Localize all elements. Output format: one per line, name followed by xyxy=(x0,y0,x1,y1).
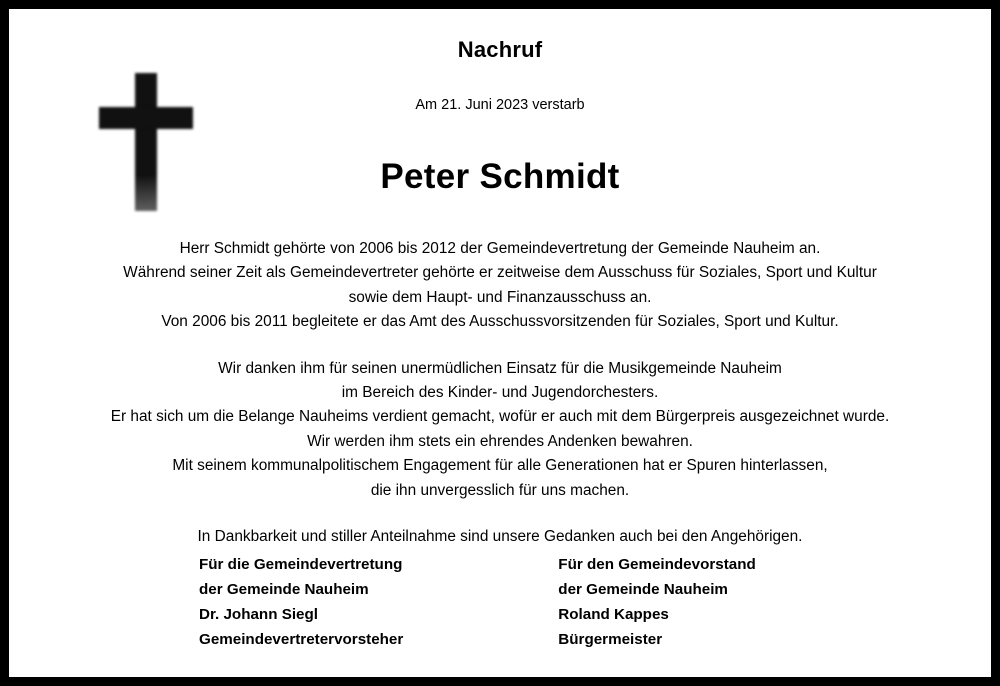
paragraph-line: sowie dem Haupt- und Finanzausschuss an. xyxy=(348,288,652,306)
signature-line: Dr. Johann Siegl xyxy=(199,606,318,623)
obituary-body xyxy=(37,237,963,549)
signature-line: Gemeindevertretervorsteher xyxy=(199,631,404,648)
paragraph-line: Wir danken ihm für seinen unermüdlichen Einsatz für die Musikgemeinde Nauheim xyxy=(218,359,782,377)
signature-column-gemeindevertretung xyxy=(199,552,403,652)
obituary-card xyxy=(9,9,991,677)
signature-line: Für die Gemeindevertretung xyxy=(199,556,403,573)
paragraph-line: Wir werden ihm stets ein ehrendes Andenken bewahren. xyxy=(307,432,693,450)
paragraph xyxy=(37,525,963,549)
paragraph-line: die ihn unvergesslich für uns machen. xyxy=(370,481,630,499)
death-date-line: Am 21. Juni 2023 verstarb xyxy=(415,97,585,113)
paragraph-line: Mit seinem kommunalpolitischem Engagement für alle Generationen hat er Spuren hinterlassen, xyxy=(172,457,828,475)
paragraph-line: Er hat sich um die Belange Nauheims verdient gemacht, wofür er auch mit dem Bürgerpreis ausgezeichnet wurde. xyxy=(110,408,890,426)
paragraph-line: Während seiner Zeit als Gemeindevertreter gehörte er zeitweise dem Ausschuss für Soziales, Sport und Kultur xyxy=(123,264,877,282)
signature-line: Roland Kappes xyxy=(558,606,669,623)
paragraph-line: Herr Schmidt gehörte von 2006 bis 2012 der Gemeindevertretung der Gemeinde Nauheim an. xyxy=(179,240,821,257)
deceased-name: Peter Schmidt xyxy=(380,157,620,196)
signature-line: der Gemeinde Nauheim xyxy=(199,581,369,598)
signature-line: Für den Gemeindevorstand xyxy=(558,556,756,573)
signature-block xyxy=(199,552,859,652)
signature-line: Bürgermeister xyxy=(558,631,663,648)
paragraph-line: In Dankbarkeit und stiller Anteilnahme sind unsere Gedanken auch bei den Angehörigen. xyxy=(197,528,803,546)
paragraph xyxy=(37,357,963,503)
paragraph-line: Von 2006 bis 2011 begleitete er das Amt des Ausschussvorsitzenden für Soziales, Sport und Kultur. xyxy=(161,313,839,331)
page-title: Nachruf xyxy=(457,37,543,62)
signature-column-gemeindevorstand xyxy=(558,552,755,652)
paragraph-line: im Bereich des Kinder- und Jugendorchesters. xyxy=(341,384,659,402)
paragraph xyxy=(37,237,963,335)
signature-line: der Gemeinde Nauheim xyxy=(558,581,728,598)
